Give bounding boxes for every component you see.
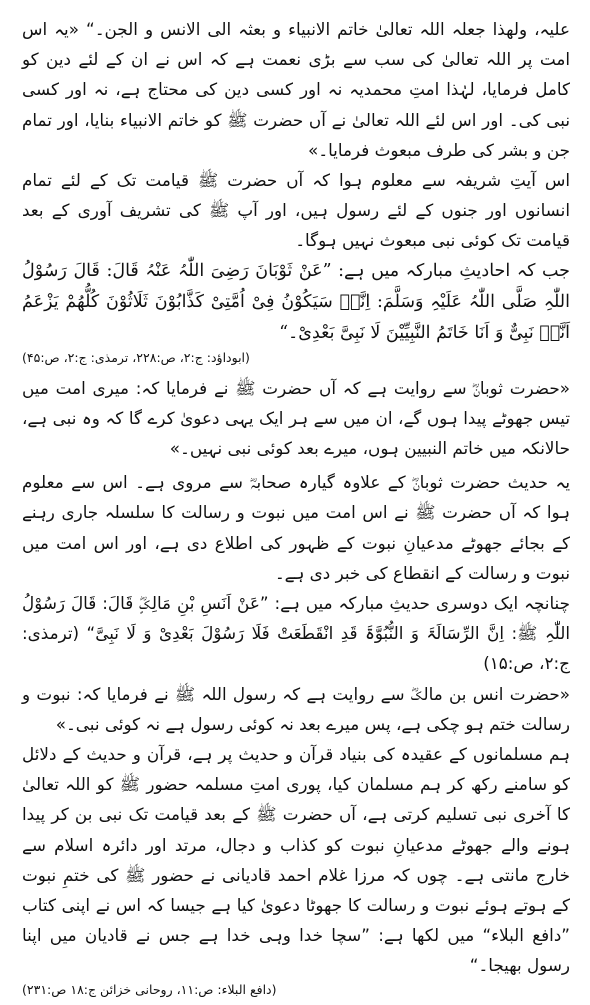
document-page (22, 14, 570, 1005)
reference-abu-dawood: (ابوداؤد: ج:۲، ص:۲۲۸، ترمذی: ج:۲، ص:۴۵) (22, 349, 250, 365)
reference-dafi-ul-bala: (دافع البلاء: ص:۱۱، روحانی خزائن ج:۱۸ ص:۲۳۱) (22, 981, 277, 997)
hadith-thauban-arabic: جب کہ احادیثِ مبارکہ میں ہے: ”عَنْ ثَوْبَانَ رَضِیَ اللّٰہُ عَنْہُ قَالَ: قَالَ رَسُوْلُ اللّٰہِ صَلَّی اللّٰہُ عَلَیْہِ وَسَلَّمَ: اِنَّہٗ سَیَکُوْنُ فِیْ اُمَّتِیْ کَذَّابُوْنَ ثَلَاثُوْنَ کُلُّھُمْ یَزْعَمُ اَنَّہٗ نَبِیٌّ وَ اَنَا خَاتَمُ النَّبِیِّیْنَ لَا نَبِیَّ بَعْدِیْ۔“ (22, 260, 570, 343)
paragraph-translation-anas: «حضرت انس بن مالکؓ سے روایت ہے کہ رسول اللہ ﷺ نے فرمایا کہ: نبوت و رسالت ختم ہو چکی ہے، پس میرے بعد نہ کوئی رسول ہے نہ کوئی نبی۔» (22, 683, 570, 734)
paragraph-3: یہ حدیث حضرت ثوبانؓ کے علاوہ گیارہ صحابہؓ سے مروی ہے۔ اس سے معلوم ہوا کہ آں حضرت ﷺ نے اس امت میں نبوت و رسالت کا سلسلہ جاری رہنے کے بجائے جھوٹے مدعیانِ نبوت کے ظہور کی اطلاع دی ہے، اور اس امت میں نبوت و رسالت کے انقطاع کی خبر دی ہے۔ (22, 472, 570, 583)
paragraph-1: علیہ، ولھذا جعلہ اللہ تعالیٰ خاتم الانبیاء و بعثہ الی الانس و الجن۔“ «یہ اس امت پر اللہ تعالیٰ کی سب سے بڑی نعمت ہے کہ اس نے ان کے لئے دین کو کامل فرمایا، لہٰذا امتِ محمدیہ نہ اور کسی دین کی محتاج ہے، نہ اور کسی نبی کی۔ اور اس لئے اللہ تعالیٰ نے آں حضرت ﷺ کو خاتم الانبیاء بنایا، اور تمام جن و بشر کی طرف مبعوث فرمایا۔» (22, 19, 570, 160)
paragraph-2: اس آیتِ شریفہ سے معلوم ہوا کہ آں حضرت ﷺ قیامت تک کے لئے تمام انسانوں اور جنوں کے لئے رسول ہیں، اور آپ ﷺ کی تشریف آوری کے بعد قیامت تک کوئی نبی مبعوث نہیں ہوگا۔ (22, 170, 570, 251)
paragraph-translation-thauban: «حضرت ثوبانؓ سے روایت ہے کہ آں حضرت ﷺ نے فرمایا کہ: میری امت میں تیس جھوٹے پیدا ہوں گے، ان میں سے ہر ایک یہی دعویٰ کرے گا کہ وہ نبی ہے، حالانکہ میں خاتم النبیین ہوں، میرے بعد کوئی نبی نہیں۔» (22, 377, 570, 459)
hadith-anas-arabic: چنانچہ ایک دوسری حدیثِ مبارکہ میں ہے: ”عَنْ اَنَسِ بْنِ مَالِکٍؓ قَالَ: قَالَ رَسُوْلُ اللّٰہِ ﷺ: اِنَّ الرِّسَالَۃَ وَ النُّبُوَّۃَ قَدِ انْقَطَعَتْ فَلَا رَسُوْلَ بَعْدِیْ وَ لَا نَبِیَّ“ (ترمذی: ج:۲، ص:۱۵) (22, 593, 570, 674)
paragraph-4: ہم مسلمانوں کے عقیدہ کی بنیاد قرآن و حدیث پر ہے، قرآن و حدیث کے دلائل کو سامنے رکھ کر ہم مسلمان کیا، پوری امتِ مسلمہ حضور ﷺ کو اللہ تعالیٰ کا آخری نبی تسلیم کرتی ہے، آں حضرت ﷺ کے بعد قیامت تک نبی بن کر پیدا ہونے والے جھوٹے مدعیانِ نبوت کو کذاب و دجال، مرتد اور دائرہ اسلام سے خارج مانتی ہے۔ چوں کہ مرزا غلام احمد قادیانی نے حضور ﷺ کی ختمِ نبوت کے ہوتے ہوئے نبوت و رسالت کا جھوٹا دعویٰ کیا ہے جیسا کہ اس نے اپنی کتاب ”دافع البلاء“ میں لکھا ہے: ”سچا خدا وہی خدا ہے جس نے قادیان میں اپنا رسول بھیجا۔“ (22, 744, 570, 976)
